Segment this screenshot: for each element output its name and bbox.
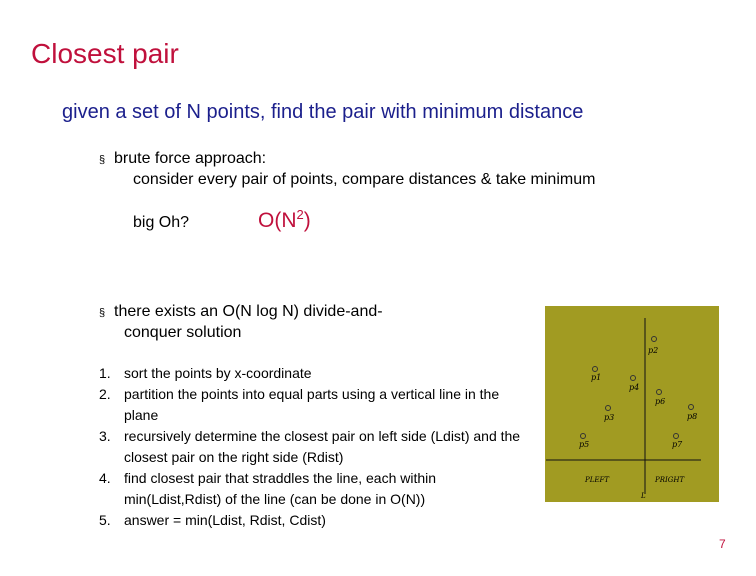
closest-pair-figure [545,306,719,502]
line-label: L [641,492,646,500]
point-marker [652,337,657,342]
point-label: p8 [687,412,698,421]
left-region-label: PLEFT [585,476,609,484]
bullet-text: brute force approach: [114,150,267,167]
bigoh-value [258,209,311,233]
point-marker [689,405,694,410]
list-item [99,363,529,384]
step-text: recursively determine the closest pair on left side (Ldist) and the closest pair on the right side (Rdist) [124,428,521,465]
step-number: 5. [99,512,111,528]
list-item [99,384,529,426]
bigoh-label: big Oh? [133,214,190,231]
bullet-line [99,149,595,170]
bullet-subline: consider every pair of points, compare distances & take minimum [133,171,596,188]
point-label: p7 [672,440,683,449]
point-label: p5 [579,440,590,449]
right-region-label: PRIGHT [655,476,685,484]
step-text: partition the points into equal parts using a vertical line in the plane [124,386,500,423]
bullet-text: there exists an O(N log N) divide-and- [114,303,383,320]
point-marker [674,434,679,439]
point-label: p2 [648,346,659,355]
step-number: 4. [99,470,111,486]
step-text: find closest pair that straddles the line, each within min(Ldist,Rdist) of the line (can be done in O(N)) [124,470,437,507]
slide-subtitle: given a set of N points, find the pair with minimum distance [62,101,584,123]
point-marker [593,367,598,372]
step-number: 1. [99,365,111,381]
point-marker [606,406,611,411]
bullet-icon: § [99,154,106,166]
list-item [99,426,529,468]
bullet-line [99,302,479,323]
point-marker [657,390,662,395]
bigoh-exponent: 2 [296,207,304,222]
bullet-divide-conquer [99,302,479,343]
list-item [99,468,529,510]
slide-title: Closest pair [31,38,179,69]
list-item [99,510,529,531]
bigoh-close: ) [303,209,311,232]
step-number: 3. [99,428,111,444]
step-text: sort the points by x-coordinate [124,365,312,381]
point-label: p4 [629,383,640,392]
steps-list [99,363,529,531]
bigoh-base: O(N [258,209,297,232]
point-label: p1 [591,373,602,382]
point-marker [631,376,636,381]
point-marker [581,434,586,439]
point-label: p3 [604,413,615,422]
bullet-brute-force [99,149,595,190]
step-text: answer = min(Ldist, Rdist, Cdist) [124,512,326,528]
step-number: 2. [99,386,111,402]
point-label: p6 [655,397,666,406]
page-number: 7 [719,537,726,551]
bullet-subline: conquer solution [124,324,242,341]
figure-svg [545,306,719,502]
bullet-icon: § [99,307,106,319]
